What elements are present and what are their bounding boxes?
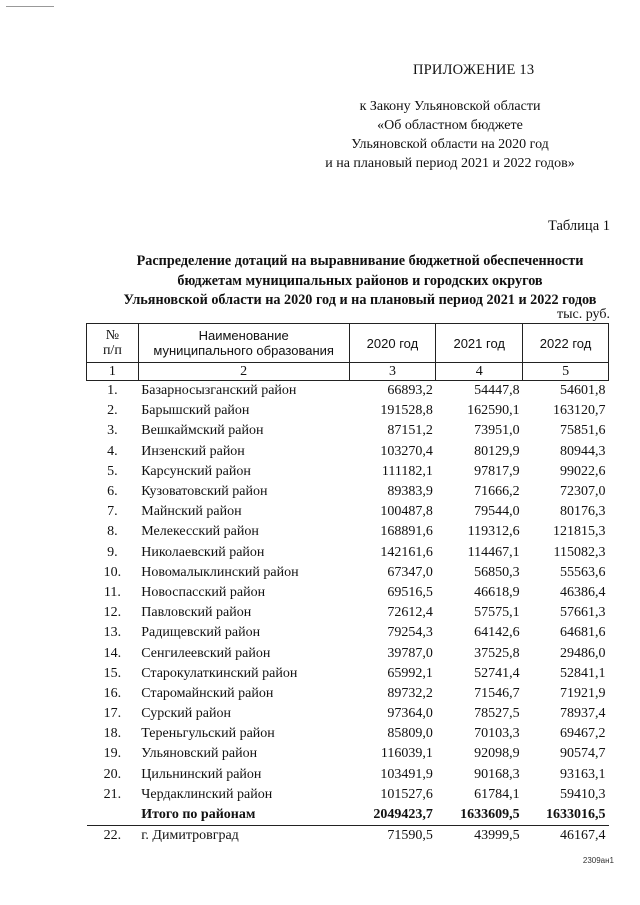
- table-row: [87, 643, 609, 663]
- row-value-2020: 72612,4: [387, 605, 433, 621]
- row-value-2021: 97817,9: [474, 463, 520, 479]
- law-line: Ульяновской области на 2020 год: [351, 137, 549, 152]
- row-number: 4.: [107, 443, 118, 459]
- row-value-2021: 57575,1: [474, 605, 520, 621]
- row-value-2020: 89383,9: [387, 484, 433, 500]
- row-name: Мелекесский район: [141, 524, 259, 540]
- row-name: Сурский район: [141, 706, 231, 722]
- row-value-2020: 191528,8: [380, 403, 433, 419]
- document-code: 2309ан1: [582, 856, 614, 865]
- row-value-2020: 103491,9: [380, 766, 433, 782]
- table-row: [87, 543, 609, 563]
- row-number: 18.: [103, 726, 122, 742]
- law-line: и на плановый период 2021 и 2022 годов»: [325, 156, 575, 171]
- table-row: [87, 826, 609, 847]
- row-value-2022: 80944,3: [560, 443, 606, 459]
- row-value-2020: 66893,2: [387, 383, 433, 399]
- row-name: Цильнинский район: [141, 766, 262, 782]
- column-number: 3: [349, 363, 436, 381]
- row-value-2022: 46386,4: [560, 584, 606, 600]
- column-number: 5: [523, 363, 609, 381]
- row-value-2021: 54447,8: [474, 383, 520, 399]
- table-row: [87, 684, 609, 704]
- row-number: 11.: [103, 584, 121, 600]
- row-value-2022: 163120,7: [553, 403, 606, 419]
- row-value-2020: 65992,1: [387, 665, 433, 681]
- row-value-2021: 78527,5: [474, 706, 520, 722]
- row-value-2021: 43999,5: [474, 828, 520, 844]
- annex-heading: ПРИЛОЖЕНИЕ 13: [413, 62, 535, 78]
- header-name-line2: муниципального образования: [153, 343, 334, 358]
- row-value-2021: 46618,9: [474, 584, 520, 600]
- row-value-2022: 57661,3: [560, 605, 606, 621]
- row-value-2022: 93163,1: [560, 766, 606, 782]
- row-name: Кузоватовский район: [141, 484, 268, 500]
- row-value-2020: 168891,6: [380, 524, 433, 540]
- row-value-2022: 52841,1: [560, 665, 606, 681]
- row-value-2021: 119312,6: [467, 524, 520, 540]
- row-value-2022: 99022,6: [560, 463, 606, 479]
- row-number: 7.: [107, 504, 118, 520]
- row-value-2022: 69467,2: [560, 726, 606, 742]
- row-name: Базарносызганский район: [141, 383, 297, 399]
- row-number: 13.: [103, 625, 122, 641]
- table-row: [87, 522, 609, 542]
- header-number: [87, 324, 139, 363]
- row-number: 3.: [107, 423, 118, 439]
- title-line: Распределение дотаций на выравнивание бюджетной обеспеченности: [136, 253, 584, 269]
- row-value-2020: 103270,4: [380, 443, 433, 459]
- row-number: 19.: [103, 746, 122, 762]
- row-value-2020: 2049423,7: [349, 805, 436, 826]
- row-value-2022: 29486,0: [560, 645, 606, 661]
- table-header-row: [87, 324, 609, 363]
- table-row: [87, 401, 609, 421]
- header-2022: 2022 год: [523, 324, 609, 363]
- header-2021: 2021 год: [436, 324, 523, 363]
- row-number: 21.: [103, 786, 122, 802]
- row-number: 9.: [107, 544, 118, 560]
- row-value-2020: 87151,2: [387, 423, 433, 439]
- row-value-2020: 97364,0: [387, 706, 433, 722]
- row-value-2021: 114467,1: [467, 544, 520, 560]
- column-number: 2: [138, 363, 349, 381]
- header-number-line2: п/п: [102, 343, 122, 358]
- table-row: [87, 421, 609, 441]
- row-value-2021: 80129,9: [474, 443, 520, 459]
- row-name: Новоспасский район: [141, 584, 266, 600]
- row-value-2020: 116039,1: [380, 746, 433, 762]
- table-label: Таблица 1: [547, 218, 610, 234]
- table-row: [87, 502, 609, 522]
- row-value-2021: 56850,3: [474, 564, 520, 580]
- row-value-2021: 52741,4: [474, 665, 520, 681]
- row-name: Вешкаймский район: [141, 423, 264, 439]
- row-number: 8.: [107, 524, 118, 540]
- row-value-2021: 73951,0: [474, 423, 520, 439]
- row-value-2022: 121815,3: [553, 524, 606, 540]
- row-value-2021: 79544,0: [474, 504, 520, 520]
- table-row: [87, 664, 609, 684]
- row-value-2022: 59410,3: [560, 786, 606, 802]
- title-line: бюджетам муниципальных районов и городских округов: [177, 272, 543, 289]
- row-number: 10.: [103, 564, 122, 580]
- row-number: 16.: [103, 685, 122, 701]
- row-name: Павловский район: [141, 605, 252, 621]
- row-value-2022: 72307,0: [560, 484, 606, 500]
- total-row: [87, 805, 609, 826]
- row-name: Сенгилеевский район: [141, 645, 271, 661]
- row-value-2020: 111182,1: [381, 463, 433, 479]
- row-value-2020: 89732,2: [387, 685, 433, 701]
- row-value-2020: 85809,0: [387, 726, 433, 742]
- table-row: [87, 704, 609, 724]
- table-row: [87, 785, 609, 805]
- header-name: [138, 324, 349, 363]
- row-name: Чердаклинский район: [141, 786, 273, 802]
- row-value-2020: 67347,0: [387, 564, 433, 580]
- row-value-2020: 142161,6: [380, 544, 433, 560]
- row-number: 6.: [107, 484, 118, 500]
- row-value-2021: 92098,9: [474, 746, 520, 762]
- row-value-2022: 90574,7: [560, 746, 606, 762]
- row-value-2021: 1633609,5: [436, 805, 523, 826]
- table-row: [87, 603, 609, 623]
- table-row: [87, 744, 609, 764]
- table-row: [87, 724, 609, 744]
- header-name-line1: Наименование: [198, 328, 289, 343]
- row-name: Итого по районам: [138, 805, 349, 826]
- row-value-2020: 39787,0: [387, 645, 433, 661]
- row-name: Инзенский район: [141, 443, 245, 459]
- document-title: [80, 252, 640, 311]
- header-2020: 2020 год: [349, 324, 436, 363]
- row-value-2022: 75851,6: [560, 423, 606, 439]
- row-name: Николаевский район: [141, 544, 265, 560]
- row-name: Тереньгульский район: [141, 726, 275, 742]
- law-reference: [290, 97, 610, 173]
- row-value-2020: 101527,6: [380, 786, 433, 802]
- table-row: [87, 563, 609, 583]
- row-number: 5.: [107, 463, 118, 479]
- row-value-2021: 90168,3: [474, 766, 520, 782]
- row-name: Радищевский район: [141, 625, 261, 641]
- row-value-2022: 54601,8: [560, 383, 606, 399]
- row-number: 1.: [107, 383, 118, 399]
- row-value-2021: 70103,3: [474, 726, 520, 742]
- row-value-2020: 69516,5: [387, 584, 433, 600]
- column-number: 4: [436, 363, 523, 381]
- row-value-2021: 61784,1: [474, 786, 520, 802]
- title-line: Ульяновской области на 2020 год и на плановый период 2021 и 2022 годов: [123, 292, 597, 308]
- row-number: 14.: [103, 645, 122, 661]
- row-name: Старомайнский район: [141, 685, 274, 701]
- table-row: [87, 623, 609, 643]
- row-number: 22.: [103, 828, 122, 844]
- row-value-2022: 46167,4: [560, 828, 606, 844]
- column-number: 1: [87, 363, 139, 381]
- row-value-2022: 1633016,5: [523, 805, 609, 826]
- row-value-2022: 71921,9: [560, 685, 606, 701]
- row-name: Майнский район: [141, 504, 242, 520]
- row-value-2021: 162590,1: [467, 403, 520, 419]
- law-line: «Об областном бюджете: [377, 118, 523, 133]
- column-number-row: [87, 363, 609, 381]
- row-name: Новомалыклинский район: [141, 564, 299, 580]
- table-row: [87, 583, 609, 603]
- row-value-2022: 64681,6: [560, 625, 606, 641]
- page-top-mark: [6, 6, 54, 7]
- header-number-line1: №: [105, 328, 120, 343]
- row-name: Старокулаткинский район: [141, 665, 298, 681]
- row-value-2022: 78937,4: [560, 706, 606, 722]
- table-row: [87, 381, 609, 402]
- subsidy-table: [86, 323, 609, 846]
- row-number: 20.: [103, 766, 122, 782]
- unit-label: тыс. руб.: [557, 307, 610, 322]
- table-row: [87, 765, 609, 785]
- table-row: [87, 482, 609, 502]
- row-number: 17.: [103, 706, 122, 722]
- row-number: [87, 805, 139, 826]
- row-name: Карсунский район: [141, 463, 251, 479]
- row-value-2020: 100487,8: [380, 504, 433, 520]
- row-value-2022: 80176,3: [560, 504, 606, 520]
- table-row: [87, 442, 609, 462]
- row-name: г. Димитровград: [141, 828, 239, 844]
- row-value-2021: 71546,7: [474, 685, 520, 701]
- row-number: 15.: [103, 665, 122, 681]
- row-value-2021: 37525,8: [474, 645, 520, 661]
- law-line: к Закону Ульяновской области: [359, 99, 541, 114]
- row-value-2021: 71666,2: [474, 484, 520, 500]
- row-value-2022: 55563,6: [560, 564, 606, 580]
- row-name: Ульяновский район: [141, 746, 258, 762]
- row-number: 12.: [103, 605, 122, 621]
- row-value-2020: 71590,5: [387, 828, 433, 844]
- row-value-2020: 79254,3: [387, 625, 433, 641]
- table-row: [87, 462, 609, 482]
- row-value-2021: 64142,6: [474, 625, 520, 641]
- row-value-2022: 115082,3: [553, 544, 606, 560]
- row-number: 2.: [107, 403, 118, 419]
- row-name: Барышский район: [141, 403, 250, 419]
